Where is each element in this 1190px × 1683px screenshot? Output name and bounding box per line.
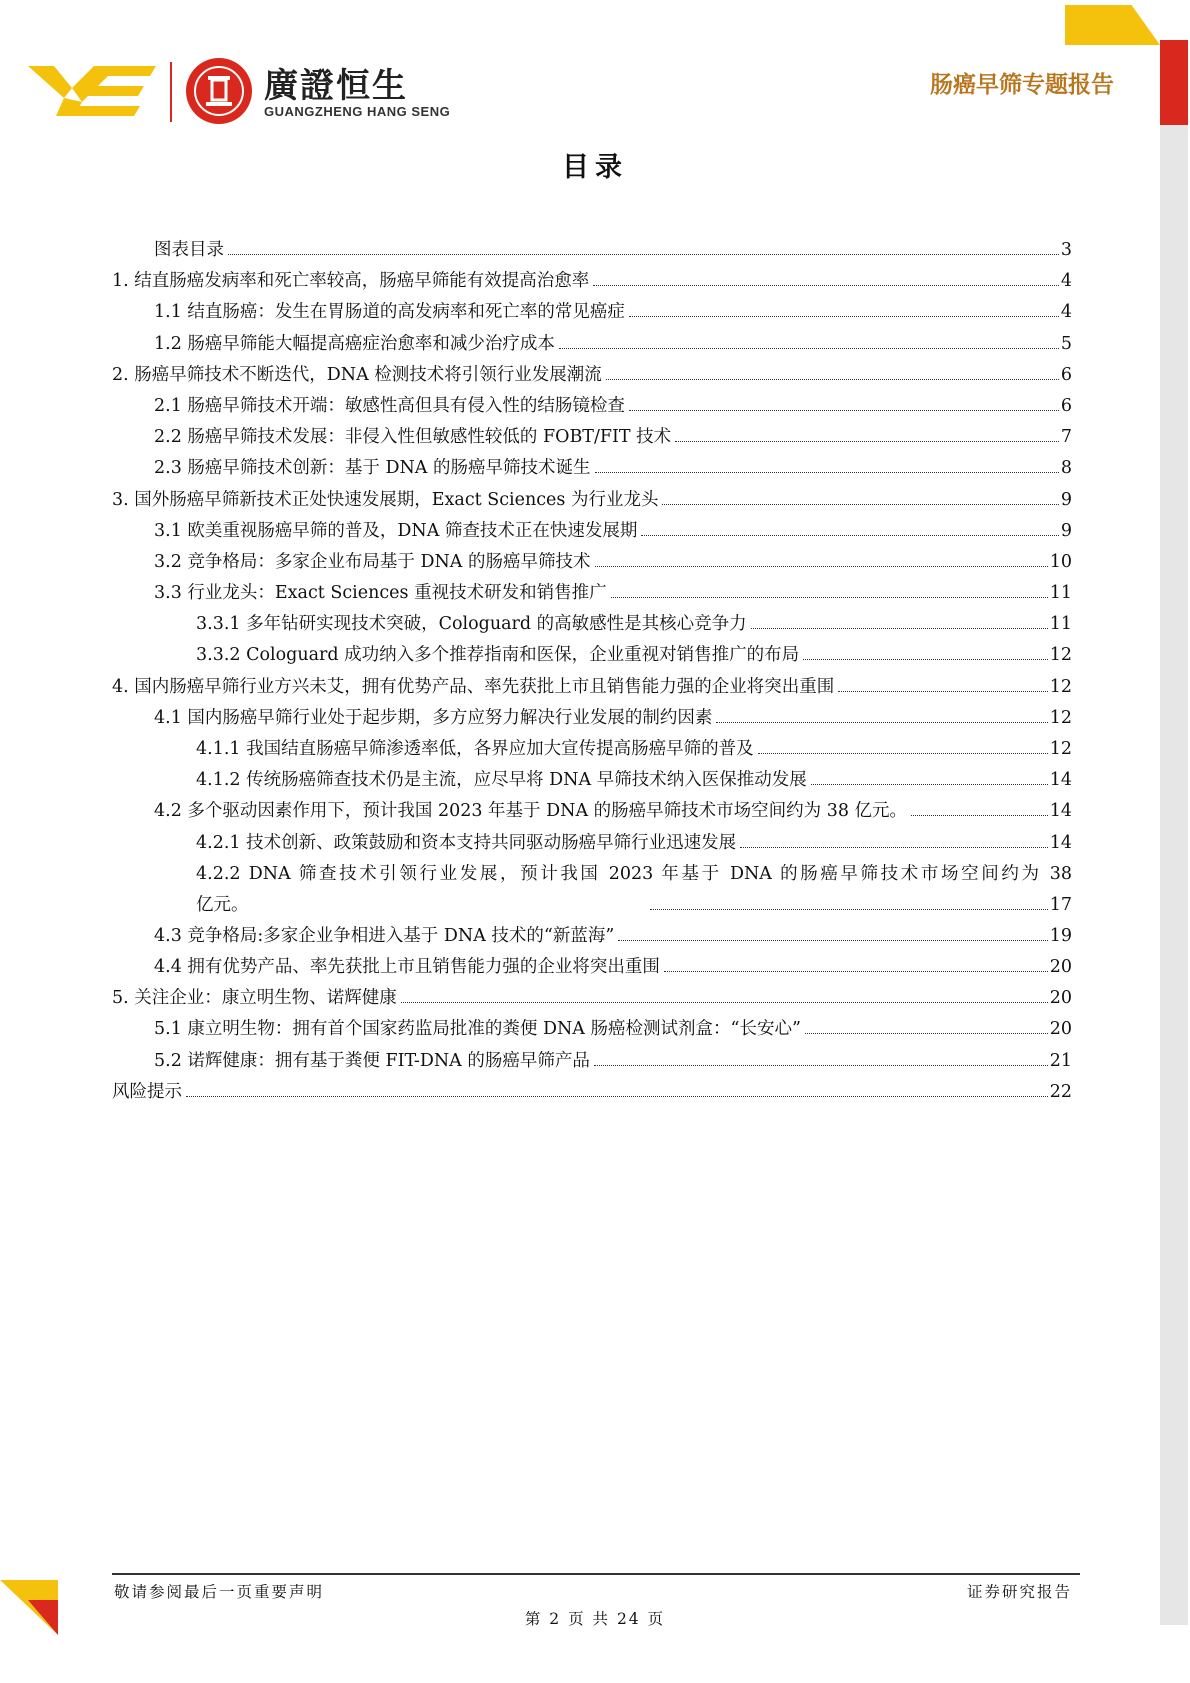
- toc-leader-dots: [803, 658, 1048, 660]
- toc-leader-dots: [805, 1032, 1048, 1034]
- toc-leader-dots: [838, 690, 1047, 692]
- toc-leader-dots: [662, 503, 1058, 505]
- toc-entry-line: [154, 329, 1072, 360]
- corner-decoration-yellow: [1065, 5, 1160, 45]
- toc-entry-text: 2. 肠癌早筛技术不断迭代，DNA 检测技术将引领行业发展潮流: [112, 364, 602, 385]
- toc-entry-text: 3. 国外肠癌早筛新技术正处快速发展期，Exact Sciences 为行业龙头: [112, 489, 659, 510]
- toc-leader-dots: [629, 409, 1059, 411]
- toc-entry-page: 17: [1049, 894, 1072, 915]
- toc-entry-text: 5.1 康立明生物：拥有首个国家药监局批准的粪便 DNA 肠癌检测试剂盒：“长安心”: [154, 1019, 801, 1040]
- toc-entry-line: [112, 360, 1072, 391]
- toc-leader-dots: [716, 721, 1047, 723]
- ye-logo-icon: [28, 58, 158, 118]
- toc-entry[interactable]: [112, 609, 1072, 640]
- toc-entry-line: [154, 1014, 1072, 1045]
- toc-entry-line2: [196, 890, 1072, 921]
- toc-leader-dots: [228, 253, 1059, 255]
- toc-entry-page: 3: [1060, 240, 1072, 260]
- toc-entry-text: 风险提示: [112, 1081, 182, 1102]
- toc-entry-page: 6: [1060, 364, 1072, 385]
- page-title: 目录: [562, 152, 628, 183]
- toc-entry-text: 5.2 诺辉健康：拥有基于粪便 FIT-DNA 的肠癌早筛产品: [154, 1050, 590, 1071]
- toc-entry[interactable]: [112, 983, 1072, 1014]
- footer-report-type: 证券研究报告: [966, 1583, 1072, 1601]
- toc-entry[interactable]: [112, 703, 1072, 734]
- toc-leader-dots: [595, 565, 1048, 567]
- toc-entry-page: 22: [1049, 1081, 1072, 1102]
- toc-entry[interactable]: [112, 516, 1072, 547]
- toc-entry-text: 3.1 欧美重视肠癌早筛的普及，DNA 筛查技术正在快速发展期: [154, 520, 638, 541]
- toc-entry[interactable]: [112, 828, 1072, 859]
- toc-entry[interactable]: [112, 796, 1072, 827]
- toc-entry-line: [154, 422, 1072, 453]
- toc-leader-dots: [664, 970, 1048, 972]
- toc-entry-text: 3.3.1 多年钻研实现技术突破，Cologuard 的高敏感性是其核心竞争力: [196, 614, 747, 635]
- toc-entry[interactable]: [112, 859, 1072, 921]
- toc-entry[interactable]: [112, 547, 1072, 578]
- toc-entry-text: 图表目录: [154, 240, 224, 260]
- toc-leader-dots: [594, 1064, 1048, 1066]
- toc-entry-line: [196, 609, 1072, 640]
- toc-leader-dots: [758, 752, 1048, 754]
- side-bar-gray: [1160, 125, 1188, 1625]
- toc-entry-text: 2.3 肠癌早筛技术创新：基于 DNA 的肠癌早筛技术诞生: [154, 458, 591, 479]
- toc-entry-text: 5. 关注企业：康立明生物、诺辉健康: [112, 988, 397, 1009]
- toc-entry[interactable]: [112, 765, 1072, 796]
- toc-leader-dots: [611, 596, 1048, 598]
- toc-entry-line: [154, 703, 1072, 734]
- toc-entry-line: [154, 921, 1072, 952]
- toc-leader-dots: [641, 534, 1058, 536]
- toc-entry[interactable]: [112, 1014, 1072, 1045]
- toc-entry-page: 20: [1049, 956, 1072, 977]
- toc-entry-text: 4.3 竞争格局:多家企业争相进入基于 DNA 技术的“新蓝海”: [154, 925, 615, 946]
- footer-disclaimer: 敬请参阅最后一页重要声明: [114, 1583, 325, 1601]
- toc-entry-text-cont: 亿元。: [196, 894, 249, 915]
- toc-entry-page: 12: [1049, 707, 1072, 728]
- toc-entry-text: 1.2 肠癌早筛能大幅提高癌症治愈率和减少治疗成本: [154, 333, 555, 354]
- toc-leader-dots: [629, 315, 1059, 317]
- toc-entry[interactable]: [112, 453, 1072, 484]
- toc-entry-line: [154, 796, 1072, 827]
- toc-entry-line: [154, 1046, 1072, 1077]
- toc-entry-line: [154, 235, 1072, 266]
- toc-entry-line: [112, 266, 1072, 297]
- footer-divider: [112, 1573, 1080, 1575]
- toc-entry-page: 14: [1049, 770, 1072, 791]
- toc-entry-page: 20: [1049, 988, 1072, 1009]
- toc-entry[interactable]: [112, 485, 1072, 516]
- toc-entry[interactable]: [112, 1077, 1072, 1108]
- toc-leader-dots: [559, 347, 1059, 349]
- toc-entry-text: 4.2.1 技术创新、政策鼓励和资本支持共同驱动肠癌早筛行业迅速发展: [196, 832, 737, 853]
- toc-entry-page: 8: [1060, 458, 1072, 479]
- toc-entry-line: [154, 391, 1072, 422]
- toc-entry[interactable]: [112, 952, 1072, 983]
- toc-entry-page: 12: [1049, 645, 1072, 666]
- page-number: 第 2 页 共 24 页: [524, 1610, 666, 1628]
- toc-entry-text: 4. 国内肠癌早筛行业方兴未艾，拥有优势产品、率先获批上市且销售能力强的企业将突出重围: [112, 676, 835, 697]
- toc-entry-line: [154, 547, 1072, 578]
- toc-entry-line: [112, 485, 1072, 516]
- report-tag: 肠癌早筛专题报告: [930, 72, 1114, 98]
- toc-entry-page: 11: [1049, 614, 1072, 635]
- toc-entry[interactable]: [112, 672, 1072, 703]
- table-of-contents: [112, 235, 1072, 1108]
- toc-entry[interactable]: [112, 329, 1072, 360]
- toc-entry-line: [196, 734, 1072, 765]
- toc-leader-dots: [595, 471, 1059, 473]
- toc-entry-page: 11: [1049, 583, 1072, 604]
- toc-entry-line: [112, 983, 1072, 1014]
- toc-entry-line: [154, 952, 1072, 983]
- toc-leader-dots: [675, 440, 1059, 442]
- logo-english-name: GUANGZHENG HANG SENG: [264, 104, 451, 119]
- toc-entry-line: [196, 765, 1072, 796]
- toc-leader-dots: [811, 783, 1048, 785]
- side-bar-red: [1160, 40, 1188, 125]
- toc-entry-text: 4.1 国内肠癌早筛行业处于起步期，多方应努力解决行业发展的制约因素: [154, 707, 713, 728]
- toc-entry-line: [154, 578, 1072, 609]
- toc-entry-text: 4.4 拥有优势产品、率先获批上市且销售能力强的企业将突出重围: [154, 956, 660, 977]
- toc-entry-page: 9: [1060, 489, 1072, 510]
- toc-entry-line: [196, 640, 1072, 671]
- toc-entry-text: 3.2 竞争格局：多家企业布局基于 DNA 的肠癌早筛技术: [154, 551, 591, 572]
- toc-entry-page: 6: [1060, 395, 1072, 416]
- toc-leader-dots: [606, 378, 1059, 380]
- toc-entry[interactable]: [112, 391, 1072, 422]
- toc-entry[interactable]: [112, 734, 1072, 765]
- toc-entry-text: 3.3.2 Cologuard 成功纳入多个推荐指南和医保，企业重视对销售推广的布局: [196, 645, 800, 666]
- toc-entry-line: [154, 297, 1072, 328]
- toc-entry-text: 2.2 肠癌早筛技术发展：非侵入性但敏感性较低的 FOBT/FIT 技术: [154, 427, 672, 448]
- toc-entry-page: 5: [1060, 333, 1072, 354]
- toc-entry[interactable]: [112, 360, 1072, 391]
- toc-leader-dots: [401, 1001, 1048, 1003]
- logo-divider: [170, 62, 172, 122]
- toc-entry-page: 14: [1049, 801, 1072, 822]
- toc-entry-page: 10: [1049, 551, 1072, 572]
- toc-entry-text: 4.2 多个驱动因素作用下，预计我国 2023 年基于 DNA 的肠癌早筛技术市场空间约为 38 亿元。: [154, 801, 908, 822]
- toc-entry-line: [196, 828, 1072, 859]
- toc-entry-text: 3.3 行业龙头：Exact Sciences 重视技术研发和销售推广: [154, 583, 607, 604]
- toc-entry-text: 2.1 肠癌早筛技术开端：敏感性高但具有侵入性的结肠镜检查: [154, 395, 625, 416]
- toc-leader-dots: [186, 1095, 1048, 1097]
- toc-entry-page: 12: [1049, 739, 1072, 759]
- toc-entry-text: 4.1.2 传统肠癌筛查技术仍是主流，应尽早将 DNA 早筛技术纳入医保推动发展: [196, 770, 807, 791]
- toc-leader-dots: [650, 908, 1048, 910]
- toc-entry-page: 21: [1049, 1050, 1072, 1071]
- toc-entry-page: 7: [1060, 427, 1072, 448]
- toc-leader-dots: [911, 814, 1048, 816]
- toc-entry[interactable]: [112, 235, 1072, 266]
- toc-entry-line: [154, 516, 1072, 547]
- toc-entry-page: 4: [1060, 271, 1072, 292]
- toc-leader-dots: [751, 627, 1048, 629]
- toc-entry-line: [112, 672, 1072, 703]
- toc-entry-line: [112, 1077, 1072, 1108]
- toc-entry[interactable]: [112, 422, 1072, 453]
- toc-entry[interactable]: [112, 578, 1072, 609]
- toc-entry-text: 4.2.2 DNA 筛查技术引领行业发展，预计我国 2023 年基于 DNA 的肠癌早筛技术市场空间约为 38: [196, 863, 1072, 884]
- toc-entry-text: 4.1.1 我国结直肠癌早筛渗透率低，各界应加大宣传提高肠癌早筛的普及: [196, 739, 754, 759]
- toc-entry-page: 4: [1060, 302, 1072, 323]
- toc-leader-dots: [593, 284, 1059, 286]
- toc-entry[interactable]: [112, 266, 1072, 297]
- toc-entry-text: 1.1 结直肠癌：发生在胃肠道的高发病率和死亡率的常见癌症: [154, 302, 625, 323]
- toc-entry[interactable]: [112, 297, 1072, 328]
- toc-entry-page: 20: [1049, 1019, 1072, 1040]
- toc-leader-dots: [740, 846, 1048, 848]
- toc-entry-page: 9: [1060, 520, 1072, 541]
- seal-logo-icon: [186, 58, 252, 124]
- toc-entry[interactable]: [112, 921, 1072, 952]
- toc-leader-dots: [618, 939, 1047, 941]
- toc-entry-page: 12: [1049, 676, 1072, 697]
- toc-entry[interactable]: [112, 640, 1072, 671]
- toc-entry-text: 1. 结直肠癌发病率和死亡率较高，肠癌早筛能有效提高治愈率: [112, 271, 590, 292]
- toc-entry-page: 19: [1049, 925, 1072, 946]
- toc-entry-page: 14: [1049, 832, 1072, 853]
- logo-chinese-name: 廣證恒生: [264, 66, 408, 106]
- toc-entry-line: [154, 453, 1072, 484]
- toc-entry[interactable]: [112, 1046, 1072, 1077]
